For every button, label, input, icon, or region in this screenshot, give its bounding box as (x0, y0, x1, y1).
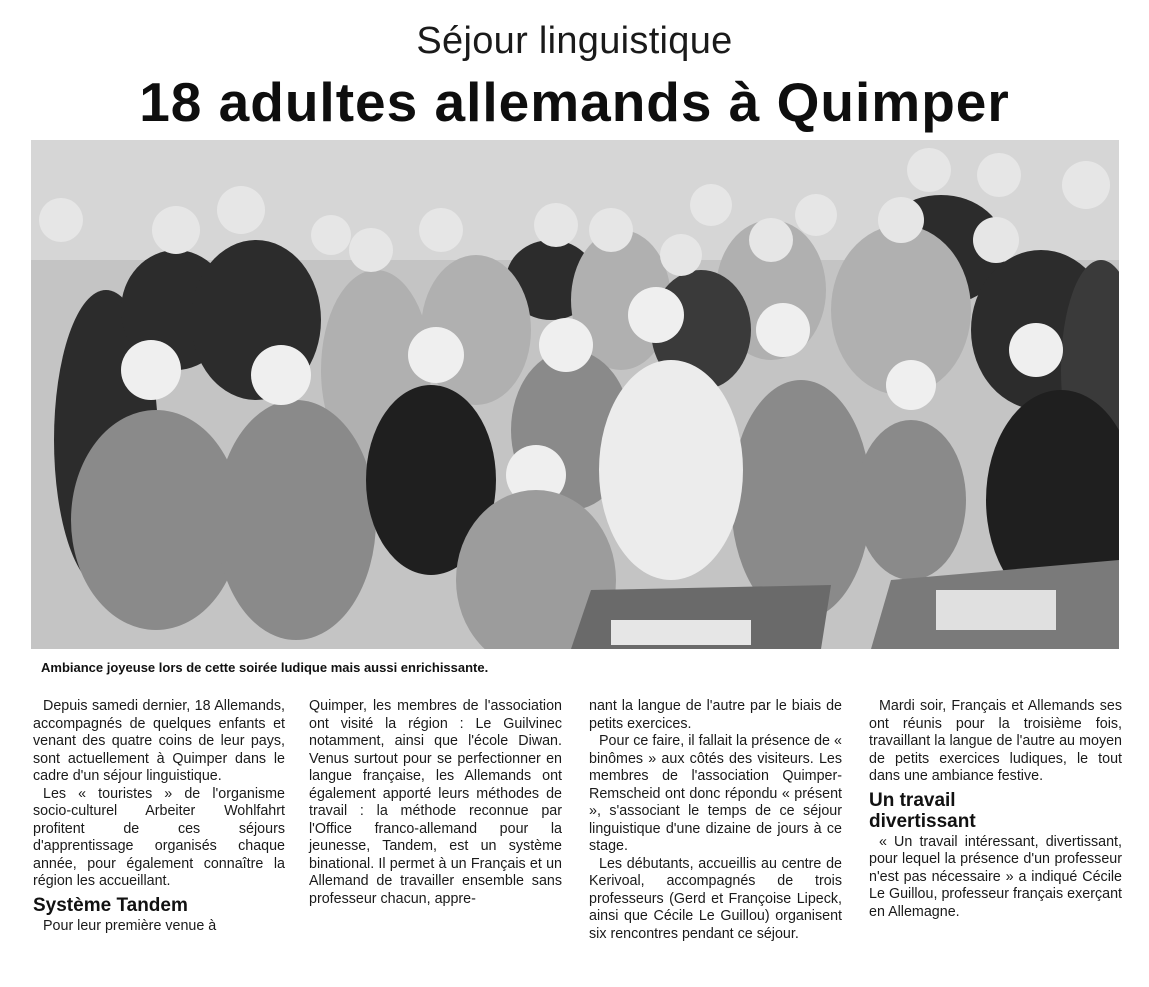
paragraph: Pour ce faire, il fallait la présence de « binômes » aux côtés des visiteurs. Les membres de l'association Quimper-Remscheid ont donc répondu « présent », s'associant le temps de ce séjour linguistique d'une dizaine de jours à ce stage. (589, 733, 842, 854)
photo-caption: Ambiance joyeuse lors de cette soirée ludique mais aussi enrichissante. (41, 660, 489, 675)
article-column-4 (869, 698, 1122, 921)
subheading-systeme-tandem: Système Tandem (33, 894, 188, 916)
paragraph: nant la langue de l'autre par le biais de petits exercices. (589, 698, 842, 732)
paragraph: Depuis samedi dernier, 18 Allemands, accompagnés de quelques enfants et venant des quatre coins de leur pays, sont actuellement à Quimper dans le cadre d'un séjour linguistique. (33, 698, 285, 784)
paragraph: Pour leur première venue à (43, 917, 217, 934)
paragraph: Quimper, les membres de l'association ont visité la région : Le Guilvinec notamment, ainsi que l'école Diwan. Venus surtout pour se perfectionner en langue française, les Allemands ont également apporté leurs méthodes de travail : la méthode reconnue par l'Office franco-allemand pour la jeunesse, Tandem, est un système binational. Il permet à un Français et un Allemand de travailler ensemble sans professeur chacun, appre- (309, 698, 562, 907)
article-headline: 18 adultes allemands à Quimper (139, 71, 1010, 133)
paragraph: « Un travail intéressant, divertissant, pour lequel la présence d'un professeur n'est pas nécessaire » a indiqué Cécile Le Guillou, professeur français exerçant en Allemagne. (869, 833, 1122, 920)
subheading-un-travail-divertissant: Un travail divertissant (869, 789, 976, 832)
article-kicker: Séjour linguistique (416, 20, 733, 62)
group-photo (31, 140, 1119, 649)
paragraph: Les « touristes » de l'organisme socio-culturel Arbeiter Wohlfahrt profitent de ces séjours d'apprentissage organisés chaque année, pour également connaître la région les accueillant. (33, 785, 285, 889)
article-column-2 (309, 698, 562, 908)
group-photo-illustration (31, 140, 1119, 649)
article-column-1 (33, 698, 285, 935)
paragraph: Mardi soir, Français et Allemands ses ont réunis pour la troisième fois, travaillant la langue de l'autre au moyen de petits exercices ludiques, le tout dans une ambiance festive. (869, 698, 1122, 784)
paragraph: Les débutants, accueillis au centre de Kerivoal, accompagnés de trois professeurs (Gerd et Françoise Lipeck, ainsi que Cécile Le Guillou) organisent six rencontres pendant ce séjour. (589, 855, 842, 942)
article-column-3 (589, 698, 842, 943)
